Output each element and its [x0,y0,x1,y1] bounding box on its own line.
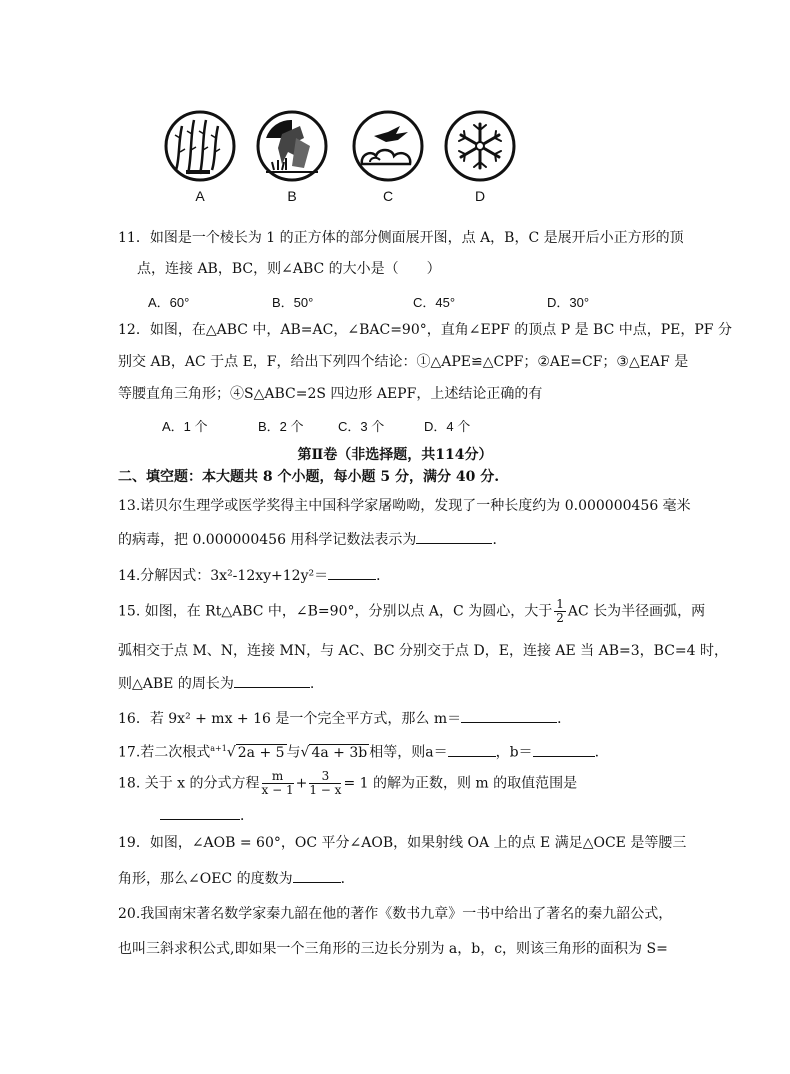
q19-end: ． [340,871,355,887]
q18-f1-num: m [262,770,294,784]
q14-text: 14.分解因式：3x²-12xy+12y²＝ [118,568,329,584]
part2-title: 第Ⅱ卷（非选择题，共114分） [297,447,493,463]
q19-line1: 19．如图，∠AOB = 60°，OC 平分∠AOB，如果射线 OA 上的点 E 满足△OCE 是等腰三 [118,835,687,851]
q18-text-a: 18. 关于 x 的分式方程 [118,775,260,792]
q15-frac-den: 2 [556,611,564,625]
q16-answer-blank[interactable] [461,708,557,723]
q18-answer-blank[interactable] [160,805,240,820]
option-d-figure [440,108,520,204]
q13-end: ． [492,532,507,548]
q12-line2: 别交 AB，AC 于点 E，F，给出下列四个结论：①△APE≌△CPF；②AE=CF；③△EAF 是 [118,354,689,370]
q12-option-b: B．2 个 [258,419,304,434]
q17-text-c: 相等，则 [369,744,426,761]
q13-line2-text: 的病毒，把 0.000000456 用科学记数法表示为 [118,532,417,548]
q12-option-a: A．1 个 [162,419,208,434]
q11-option-a: A．60° [148,295,190,310]
q11-option-b: B．50° [272,295,314,310]
q20-line1: 20.我国南宋著名数学家秦九韶在他的著作《数书九章》一书中给出了著名的秦九韶公式， [118,906,673,922]
q14-line [118,565,390,585]
q18-fraction-1 [262,770,294,797]
q17-line: 17.若二次根式$^{a+1}$√ 2a + 5 与√ 4a + 3b 相等，则a＝ ，b＝ . [118,740,599,762]
q17-a-blank[interactable] [448,742,496,757]
q17-end: . [594,744,600,761]
q18-end: ． [240,808,254,824]
q15-line1 [118,598,705,625]
bird-cloud-icon [348,108,428,188]
q17-text-b: 与 [286,744,301,761]
q18-f2-den: 1 − x [309,783,342,797]
q18-f2-num: 3 [309,770,341,784]
q17-text-a: 17.若二次根式 [118,744,211,761]
q13-line2 [118,529,506,549]
option-b-figure [252,108,332,204]
q11-line2: 点，连接 AB，BC，则∠ABC 的大小是（ ） [137,261,441,277]
q18-line1 [118,770,577,797]
q15-line3 [118,673,314,693]
q15-line3-text: 则△ABE 的周长为 [118,676,234,692]
q15-line1-a: 15. 如图，在 Rt△ABC 中，∠B=90°，分别以点 A，C 为圆心，大于 [118,603,553,620]
q16-line [118,708,571,728]
option-c-label: C [382,188,394,204]
q17-radical-index: a+1 [210,744,227,753]
q17-b-label: ，b＝ [495,744,533,761]
q15-end: . [309,676,315,692]
q15-line2: 弧相交于点 M、N，连接 MN，与 AC、BC 分别交于点 D，E，连接 AE 当 AB=3，BC=4 时， [118,643,729,659]
q15-frac-num: 1 [556,597,564,611]
q19-answer-blank[interactable] [293,868,341,883]
q11-line1: 11．如图是一个棱长为 1 的正方体的部分侧面展开图，点 A，B，C 是展开后小正方形的顶 [118,230,684,246]
q16-end: ． [557,711,572,727]
q14-end: ． [376,568,391,584]
q15-fraction [554,598,566,625]
q18-f1-den: x − 1 [261,783,294,797]
snowflake-icon [440,108,520,188]
q14-answer-blank[interactable] [328,565,376,580]
q13-answer-blank[interactable] [416,529,492,544]
q11-option-c: C．45° [413,295,456,310]
option-a-figure [160,108,240,204]
q12-option-c: C．3 个 [338,419,385,434]
option-b-label: B [287,188,297,204]
q11-option-d: D．30° [547,295,590,310]
q16-text: 16．若 9x² + mx + 16 是一个完全平方式，那么 m＝ [118,711,462,727]
weather-icons-row [160,108,520,208]
q18-line2 [160,805,254,825]
section2-title: 二、填空题：本大题共 8 个小题，每小题 5 分，满分 40 分. [118,469,500,485]
option-c-figure [348,108,428,204]
q18-plus: + [295,775,308,792]
option-a-label: A [195,188,205,204]
q17-a-label: a＝ [425,744,448,761]
q17-b-blank[interactable] [533,742,595,757]
option-d-label: D [474,188,486,204]
sun-storm-icon [252,108,332,188]
q12-line3: 等腰直角三角形；④S△ABC=2S 四边形 AEPF，上述结论正确的有 [118,386,543,402]
q13-line1: 13.诺贝尔生理学或医学奖得主中国科学家屠呦呦，发现了一种长度约为 0.000000456 毫米 [118,498,691,514]
q19-line2-text: 角形，那么∠OEC 的度数为 [118,871,293,887]
q19-line2 [118,868,355,888]
q18-text-b: = 1 的解为正数，则 m 的取值范围是 [343,775,578,792]
q12-option-d: D．4 个 [424,419,471,434]
q12-line1: 12．如图，在△ABC 中，AB=AC，∠BAC=90°，直角∠EPF 的顶点 P 是 BC 中点，PE，PF 分 [118,322,732,338]
q15-answer-blank[interactable] [234,673,310,688]
rain-icon [160,108,240,188]
q18-fraction-2 [309,770,341,797]
q15-line1-b: AC 长为半径画弧，两 [567,603,706,620]
q20-line2: 也叫三斜求积公式,即如果一个三角形的三边长分别为 a，b，c，则该三角形的面积为 S= [118,941,668,957]
q17-radicand-2: 4a + 3b [311,744,368,761]
q17-radicand-1: 2a + 5 [237,744,285,761]
